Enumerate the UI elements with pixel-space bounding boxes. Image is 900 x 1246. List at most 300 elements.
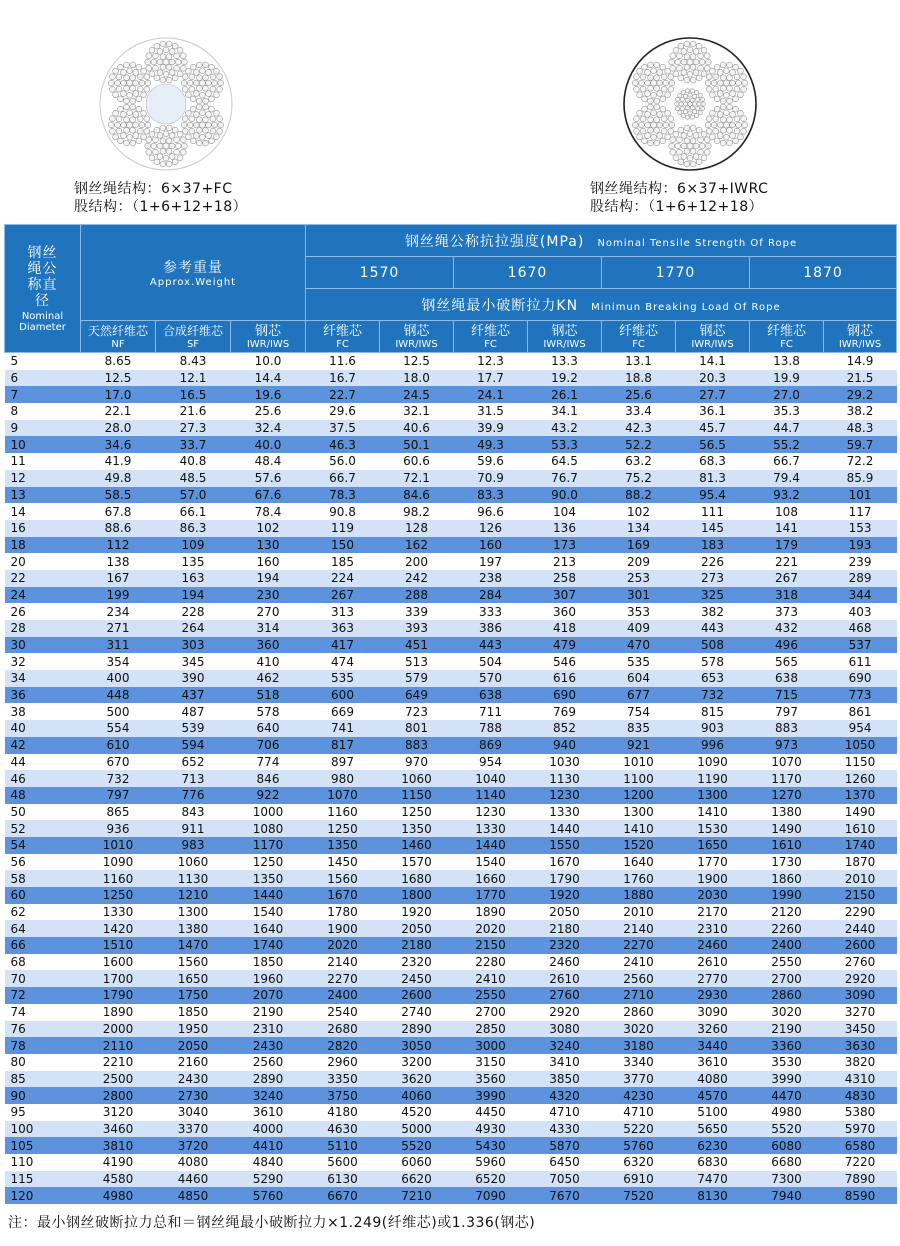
- value-cell: 3460: [81, 1121, 156, 1138]
- breaking-header-cn: 钢丝绳最小破断拉力KN: [421, 297, 579, 314]
- grade-1870: 1870: [750, 257, 897, 289]
- value-cell: 2740: [380, 1004, 454, 1021]
- value-cell: 1920: [380, 904, 454, 921]
- value-cell: 1990: [750, 887, 824, 904]
- value-cell: 32.4: [231, 420, 306, 437]
- diameter-cell: 40: [5, 720, 81, 737]
- value-cell: 1890: [81, 1004, 156, 1021]
- value-cell: 1900: [676, 870, 750, 887]
- value-cell: 500: [81, 703, 156, 720]
- value-cell: 1300: [156, 904, 231, 921]
- value-cell: 7210: [380, 1187, 454, 1204]
- sub-header-code: IWR/IWS: [395, 338, 438, 350]
- value-cell: 2860: [602, 1004, 676, 1021]
- weight-header: [81, 225, 306, 321]
- value-cell: 1750: [156, 987, 231, 1004]
- value-cell: 4000: [231, 1121, 306, 1138]
- value-cell: 109: [156, 537, 231, 554]
- value-cell: 1130: [528, 770, 602, 787]
- value-cell: 6080: [750, 1137, 824, 1154]
- value-cell: 1270: [750, 787, 824, 804]
- value-cell: 5870: [528, 1137, 602, 1154]
- table-row: [5, 820, 897, 837]
- value-cell: 7940: [750, 1187, 824, 1204]
- sub-header-code: SF: [186, 338, 200, 350]
- value-cell: 518: [231, 687, 306, 704]
- table-row: [5, 420, 897, 437]
- sub-header-iwr: [824, 321, 897, 353]
- diameter-cell: 72: [5, 987, 81, 1004]
- value-cell: 284: [454, 587, 528, 604]
- diameter-header: [5, 225, 81, 353]
- value-cell: 508: [676, 637, 750, 654]
- table-row: [5, 954, 897, 971]
- value-cell: 4570: [676, 1087, 750, 1104]
- value-cell: 354: [81, 653, 156, 670]
- table-row: [5, 1087, 897, 1104]
- value-cell: 3150: [454, 1054, 528, 1071]
- value-cell: 1560: [306, 870, 380, 887]
- value-cell: 111: [676, 503, 750, 520]
- value-cell: 150: [306, 537, 380, 554]
- value-cell: 24.5: [380, 386, 454, 403]
- table-row: [5, 520, 897, 537]
- value-cell: 46.3: [306, 436, 380, 453]
- diameter-cell: 62: [5, 904, 81, 921]
- sub-header-code: IWR/IWS: [246, 338, 290, 350]
- value-cell: 2030: [676, 887, 750, 904]
- value-cell: 360: [528, 603, 602, 620]
- value-cell: 788: [454, 720, 528, 737]
- value-cell: 554: [81, 720, 156, 737]
- value-cell: 1100: [602, 770, 676, 787]
- value-cell: 2400: [306, 987, 380, 1004]
- value-cell: 258: [528, 570, 602, 587]
- sub-header-fc: [602, 321, 676, 353]
- value-cell: 5960: [454, 1154, 528, 1171]
- value-cell: 2890: [380, 1021, 454, 1038]
- value-cell: 1640: [602, 854, 676, 871]
- value-cell: 153: [824, 520, 897, 537]
- table-row: [5, 470, 897, 487]
- value-cell: 1250: [81, 887, 156, 904]
- value-cell: 1540: [454, 854, 528, 871]
- value-cell: 2270: [602, 937, 676, 954]
- value-cell: 4850: [156, 1187, 231, 1204]
- value-cell: 4320: [528, 1087, 602, 1104]
- value-cell: 4080: [156, 1154, 231, 1171]
- value-cell: 3820: [824, 1054, 897, 1071]
- value-cell: 2820: [306, 1037, 380, 1054]
- value-cell: 835: [602, 720, 676, 737]
- value-cell: 3340: [602, 1054, 676, 1071]
- value-cell: 1030: [528, 754, 602, 771]
- value-cell: 1740: [824, 837, 897, 854]
- value-cell: 318: [750, 587, 824, 604]
- value-cell: 41.9: [81, 453, 156, 470]
- diameter-cell: 6: [5, 370, 81, 387]
- value-cell: 193: [824, 537, 897, 554]
- value-cell: 996: [676, 737, 750, 754]
- value-cell: 6520: [454, 1171, 528, 1188]
- value-cell: 1670: [306, 887, 380, 904]
- diameter-cell: 11: [5, 453, 81, 470]
- value-cell: 3180: [602, 1037, 676, 1054]
- sub-header-nf: [81, 321, 156, 353]
- value-cell: 18.8: [602, 370, 676, 387]
- value-cell: 27.0: [750, 386, 824, 403]
- value-cell: 487: [156, 703, 231, 720]
- diameter-cell: 13: [5, 487, 81, 504]
- value-cell: 29.2: [824, 386, 897, 403]
- value-cell: 1330: [81, 904, 156, 921]
- diameter-cell: 10: [5, 436, 81, 453]
- value-cell: 4450: [454, 1104, 528, 1121]
- value-cell: 43.2: [528, 420, 602, 437]
- value-cell: 40.8: [156, 453, 231, 470]
- value-cell: 5520: [750, 1121, 824, 1138]
- value-cell: 653: [676, 670, 750, 687]
- value-cell: 35.3: [750, 403, 824, 420]
- value-cell: 311: [81, 637, 156, 654]
- value-cell: 4830: [824, 1087, 897, 1104]
- value-cell: 390: [156, 670, 231, 687]
- value-cell: 4980: [81, 1187, 156, 1204]
- value-cell: 2450: [380, 970, 454, 987]
- diameter-cell: 9: [5, 420, 81, 437]
- value-cell: 2270: [306, 970, 380, 987]
- table-body: [5, 353, 897, 1205]
- value-cell: 2930: [676, 987, 750, 1004]
- diameter-cell: 74: [5, 1004, 81, 1021]
- sub-header-row: [5, 321, 897, 353]
- value-cell: 1450: [306, 854, 380, 871]
- value-cell: 3050: [380, 1037, 454, 1054]
- table-row: [5, 904, 897, 921]
- value-cell: 869: [454, 737, 528, 754]
- value-cell: 2770: [676, 970, 750, 987]
- sub-header-code: IWR/IWS: [691, 338, 734, 350]
- value-cell: 6910: [602, 1171, 676, 1188]
- value-cell: 1250: [306, 820, 380, 837]
- table-row: [5, 920, 897, 937]
- value-cell: 3850: [528, 1071, 602, 1088]
- value-cell: 3090: [676, 1004, 750, 1021]
- value-cell: 2610: [528, 970, 602, 987]
- value-cell: 5380: [824, 1104, 897, 1121]
- sub-header-label: 天然纤维芯: [87, 323, 148, 338]
- value-cell: 616: [528, 670, 602, 687]
- value-cell: 42.3: [602, 420, 676, 437]
- table-row: [5, 987, 897, 1004]
- value-cell: 307: [528, 587, 602, 604]
- value-cell: 846: [231, 770, 306, 787]
- value-cell: 344: [824, 587, 897, 604]
- value-cell: 88.6: [81, 520, 156, 537]
- value-cell: 5600: [306, 1154, 380, 1171]
- value-cell: 78.4: [231, 503, 306, 520]
- value-cell: 1350: [306, 837, 380, 854]
- table-header: [5, 225, 897, 353]
- value-cell: 980: [306, 770, 380, 787]
- value-cell: 135: [156, 553, 231, 570]
- value-cell: 448: [81, 687, 156, 704]
- diameter-cell: 38: [5, 703, 81, 720]
- diameter-cell: 68: [5, 954, 81, 971]
- sub-header-code: NF: [111, 338, 125, 350]
- value-cell: 90.0: [528, 487, 602, 504]
- rope-cross-section-fc-image: [96, 34, 236, 174]
- value-cell: 3350: [306, 1071, 380, 1088]
- diameter-cell: 56: [5, 854, 81, 871]
- diameter-cell: 54: [5, 837, 81, 854]
- value-cell: 108: [750, 503, 824, 520]
- value-cell: 1010: [602, 754, 676, 771]
- value-cell: 2050: [528, 904, 602, 921]
- sub-header-code: FC: [336, 338, 349, 350]
- value-cell: 1350: [380, 820, 454, 837]
- value-cell: 16.7: [306, 370, 380, 387]
- value-cell: 12.5: [380, 353, 454, 370]
- value-cell: 2190: [231, 1004, 306, 1021]
- value-cell: 470: [602, 637, 676, 654]
- diameter-cell: 115: [5, 1171, 81, 1188]
- value-cell: 418: [528, 620, 602, 637]
- value-cell: 3610: [676, 1054, 750, 1071]
- value-cell: 578: [231, 703, 306, 720]
- diameter-cell: 100: [5, 1121, 81, 1138]
- value-cell: 169: [602, 537, 676, 554]
- value-cell: 230: [231, 587, 306, 604]
- value-cell: 1060: [156, 854, 231, 871]
- value-cell: 535: [306, 670, 380, 687]
- value-cell: 2210: [81, 1054, 156, 1071]
- strength-header: [306, 225, 897, 257]
- value-cell: 314: [231, 620, 306, 637]
- value-cell: 1890: [454, 904, 528, 921]
- value-cell: 6060: [380, 1154, 454, 1171]
- value-cell: 4980: [750, 1104, 824, 1121]
- value-cell: 3990: [750, 1071, 824, 1088]
- value-cell: 474: [306, 653, 380, 670]
- diameter-cell: 120: [5, 1187, 81, 1204]
- value-cell: 843: [156, 804, 231, 821]
- sub-header-fc: [306, 321, 380, 353]
- value-cell: 2180: [380, 937, 454, 954]
- sub-header-iwr: [676, 321, 750, 353]
- value-cell: 6620: [380, 1171, 454, 1188]
- value-cell: 496: [750, 637, 824, 654]
- table-row: [5, 637, 897, 654]
- weight-header-cn: 参考重量: [163, 260, 223, 276]
- value-cell: 393: [380, 620, 454, 637]
- value-cell: 134: [602, 520, 676, 537]
- value-cell: 64.5: [528, 453, 602, 470]
- diameter-cell: 60: [5, 887, 81, 904]
- value-cell: 55.2: [750, 436, 824, 453]
- value-cell: 31.5: [454, 403, 528, 420]
- table-row: [5, 754, 897, 771]
- right-rope-strand: 股结构：（1+6+12+18）: [590, 199, 764, 215]
- value-cell: 4710: [528, 1104, 602, 1121]
- value-cell: 67.8: [81, 503, 156, 520]
- value-cell: 17.0: [81, 386, 156, 403]
- value-cell: 4310: [824, 1071, 897, 1088]
- value-cell: 1150: [380, 787, 454, 804]
- value-cell: 669: [306, 703, 380, 720]
- value-cell: 1410: [602, 820, 676, 837]
- value-cell: 537: [824, 637, 897, 654]
- value-cell: 19.9: [750, 370, 824, 387]
- value-cell: 1960: [231, 970, 306, 987]
- sub-header-label: 钢芯: [847, 323, 874, 339]
- value-cell: 59.6: [454, 453, 528, 470]
- value-cell: 12.3: [454, 353, 528, 370]
- value-cell: 98.2: [380, 503, 454, 520]
- value-cell: 2760: [528, 987, 602, 1004]
- value-cell: 224: [306, 570, 380, 587]
- value-cell: 2550: [454, 987, 528, 1004]
- value-cell: 360: [231, 637, 306, 654]
- value-cell: 1350: [231, 870, 306, 887]
- table-row: [5, 687, 897, 704]
- value-cell: 852: [528, 720, 602, 737]
- left-rope-strand: 股结构：（1+6+12+18）: [74, 199, 248, 215]
- value-cell: 649: [380, 687, 454, 704]
- value-cell: 1640: [231, 920, 306, 937]
- value-cell: 33.7: [156, 436, 231, 453]
- value-cell: 1650: [156, 970, 231, 987]
- value-cell: 600: [306, 687, 380, 704]
- value-cell: 6450: [528, 1154, 602, 1171]
- value-cell: 565: [750, 653, 824, 670]
- value-cell: 7050: [528, 1171, 602, 1188]
- table-row: [5, 1071, 897, 1088]
- value-cell: 690: [824, 670, 897, 687]
- value-cell: 2560: [602, 970, 676, 987]
- value-cell: 732: [676, 687, 750, 704]
- value-cell: 239: [824, 553, 897, 570]
- value-cell: 130: [231, 537, 306, 554]
- value-cell: 546: [528, 653, 602, 670]
- value-cell: 2010: [824, 870, 897, 887]
- diameter-cell: 20: [5, 553, 81, 570]
- value-cell: 28.0: [81, 420, 156, 437]
- value-cell: 611: [824, 653, 897, 670]
- value-cell: 45.7: [676, 420, 750, 437]
- value-cell: 1190: [676, 770, 750, 787]
- value-cell: 410: [231, 653, 306, 670]
- value-cell: 33.4: [602, 403, 676, 420]
- value-cell: 5520: [380, 1137, 454, 1154]
- value-cell: 270: [231, 603, 306, 620]
- value-cell: 2860: [750, 987, 824, 1004]
- value-cell: 3450: [824, 1021, 897, 1038]
- value-cell: 1060: [380, 770, 454, 787]
- value-cell: 3020: [602, 1021, 676, 1038]
- value-cell: 8590: [824, 1187, 897, 1204]
- sub-header-label: 钢芯: [699, 323, 726, 339]
- value-cell: 242: [380, 570, 454, 587]
- value-cell: 1780: [306, 904, 380, 921]
- value-cell: 197: [454, 553, 528, 570]
- value-cell: 861: [824, 703, 897, 720]
- value-cell: 921: [602, 737, 676, 754]
- table-row: [5, 453, 897, 470]
- value-cell: 3530: [750, 1054, 824, 1071]
- value-cell: 7470: [676, 1171, 750, 1188]
- value-cell: 865: [81, 804, 156, 821]
- value-cell: 18.0: [380, 370, 454, 387]
- value-cell: 706: [231, 737, 306, 754]
- value-cell: 7890: [824, 1171, 897, 1188]
- sub-header-iwr: [528, 321, 602, 353]
- strength-header-cn: 钢丝绳公称抗拉强度(MPa): [404, 233, 585, 250]
- value-cell: 1660: [454, 870, 528, 887]
- value-cell: 1950: [156, 1021, 231, 1038]
- value-cell: 373: [750, 603, 824, 620]
- value-cell: 25.6: [602, 386, 676, 403]
- value-cell: 36.1: [676, 403, 750, 420]
- sub-header-label: 纤维芯: [766, 323, 806, 339]
- value-cell: 85.9: [824, 470, 897, 487]
- value-cell: 1870: [824, 854, 897, 871]
- value-cell: 1560: [156, 954, 231, 971]
- value-cell: 84.6: [380, 487, 454, 504]
- value-cell: 1850: [231, 954, 306, 971]
- value-cell: 638: [750, 670, 824, 687]
- value-cell: 21.6: [156, 403, 231, 420]
- table-row: [5, 720, 897, 737]
- value-cell: 5430: [454, 1137, 528, 1154]
- value-cell: 2440: [824, 920, 897, 937]
- value-cell: 2700: [750, 970, 824, 987]
- value-cell: 2140: [306, 954, 380, 971]
- value-cell: 363: [306, 620, 380, 637]
- value-cell: 2600: [380, 987, 454, 1004]
- value-cell: 2140: [602, 920, 676, 937]
- value-cell: 102: [231, 520, 306, 537]
- value-cell: 2550: [750, 954, 824, 971]
- value-cell: 1150: [824, 754, 897, 771]
- diameter-cell: 18: [5, 537, 81, 554]
- value-cell: 128: [380, 520, 454, 537]
- diameter-header-en: Nominal Diameter: [19, 310, 66, 333]
- left-rope-structure: 钢丝绳结构：6×37+FC: [74, 181, 233, 197]
- diameter-header-cn: 钢丝绳公称直径: [27, 244, 58, 309]
- value-cell: 66.7: [306, 470, 380, 487]
- value-cell: 16.5: [156, 386, 231, 403]
- value-cell: 640: [231, 720, 306, 737]
- value-cell: 3560: [454, 1071, 528, 1088]
- value-cell: 409: [602, 620, 676, 637]
- value-cell: 3360: [750, 1037, 824, 1054]
- value-cell: 39.9: [454, 420, 528, 437]
- diameter-cell: 110: [5, 1154, 81, 1171]
- value-cell: 32.1: [380, 403, 454, 420]
- value-cell: 2430: [156, 1071, 231, 1088]
- value-cell: 2600: [824, 937, 897, 954]
- value-cell: 56.0: [306, 453, 380, 470]
- value-cell: 754: [602, 703, 676, 720]
- value-cell: 5760: [602, 1137, 676, 1154]
- value-cell: 2290: [824, 904, 897, 921]
- value-cell: 2310: [231, 1021, 306, 1038]
- sub-header-label: 纤维芯: [618, 323, 658, 339]
- value-cell: 594: [156, 737, 231, 754]
- table-row: [5, 937, 897, 954]
- value-cell: 185: [306, 553, 380, 570]
